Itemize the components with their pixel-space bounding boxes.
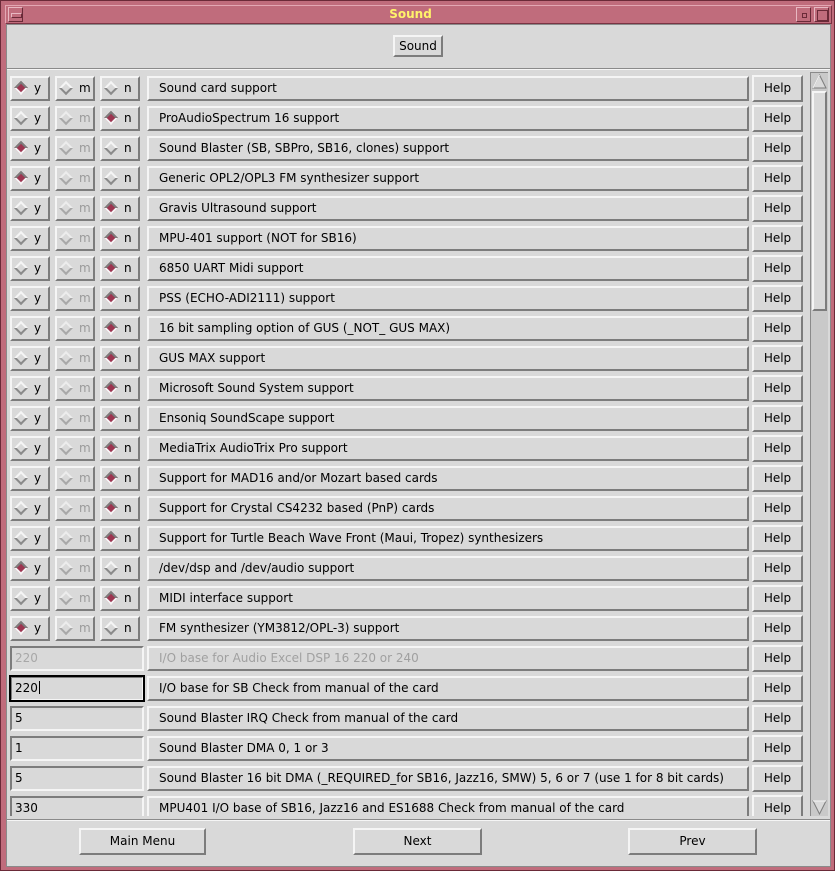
radio-diamond-icon — [59, 81, 73, 95]
option-label: MIDI interface support — [147, 586, 749, 611]
radio-label: m — [79, 201, 91, 215]
radio-label: y — [34, 591, 42, 605]
radio-n[interactable] — [100, 256, 140, 281]
radio-y[interactable] — [10, 526, 50, 551]
radio-m[interactable] — [55, 106, 95, 131]
radio-label: m — [79, 381, 91, 395]
radio-diamond-icon — [59, 471, 73, 485]
radio-y[interactable] — [10, 496, 50, 521]
option-label: Generic OPL2/OPL3 FM synthesizer support — [147, 166, 749, 191]
radio-y[interactable] — [10, 586, 50, 611]
radio-label: y — [34, 351, 42, 365]
radio-label: y — [34, 291, 42, 305]
radio-diamond-icon — [14, 231, 28, 245]
value-input[interactable] — [10, 796, 144, 816]
radio-diamond-icon — [14, 561, 28, 575]
radio-diamond-icon — [104, 591, 118, 605]
radio-y[interactable] — [10, 166, 50, 191]
option-label: Support for Turtle Beach Wave Front (Maui, Tropez) synthesizers — [147, 526, 749, 551]
radio-m[interactable] — [55, 466, 95, 491]
radio-diamond-icon — [104, 291, 118, 305]
tristate-option-row — [9, 284, 809, 314]
option-label: Sound Blaster IRQ Check from manual of the card — [147, 706, 749, 731]
radio-diamond-icon — [14, 111, 28, 125]
radio-y[interactable] — [10, 406, 50, 431]
radio-diamond-icon — [59, 621, 73, 635]
help-button[interactable]: Help — [752, 435, 803, 462]
option-label: MPU-401 support (NOT for SB16) — [147, 226, 749, 251]
radio-diamond-icon — [104, 261, 118, 275]
radio-label: m — [79, 261, 91, 275]
radio-n[interactable] — [100, 376, 140, 401]
radio-y[interactable] — [10, 196, 50, 221]
window-client — [6, 24, 831, 867]
help-button[interactable]: Help — [752, 255, 803, 282]
radio-diamond-icon — [14, 321, 28, 335]
help-button[interactable]: Help — [752, 735, 803, 762]
radio-label: n — [124, 561, 132, 575]
radio-diamond-icon — [14, 381, 28, 395]
radio-y[interactable] — [10, 76, 50, 101]
radio-n[interactable] — [100, 346, 140, 371]
radio-diamond-icon — [59, 261, 73, 275]
radio-diamond-icon — [14, 81, 28, 95]
radio-diamond-icon — [59, 501, 73, 515]
radio-label: y — [34, 471, 42, 485]
radio-diamond-icon — [14, 351, 28, 365]
radio-m[interactable] — [55, 346, 95, 371]
radio-label: n — [124, 441, 132, 455]
radio-m[interactable] — [55, 136, 95, 161]
tristate-option-row — [9, 404, 809, 434]
help-button[interactable]: Help — [752, 75, 803, 102]
radio-label: m — [79, 561, 91, 575]
radio-diamond-icon — [14, 531, 28, 545]
radio-diamond-icon — [14, 201, 28, 215]
radio-m[interactable] — [55, 76, 95, 101]
radio-label: n — [124, 171, 132, 185]
option-label: PSS (ECHO-ADI2111) support — [147, 286, 749, 311]
radio-label: y — [34, 561, 42, 575]
radio-diamond-icon — [104, 321, 118, 335]
radio-label: n — [124, 81, 132, 95]
tristate-option-row — [9, 224, 809, 254]
radio-diamond-icon — [59, 321, 73, 335]
radio-diamond-icon — [59, 111, 73, 125]
options-list — [9, 72, 809, 816]
option-label: Sound Blaster DMA 0, 1 or 3 — [147, 736, 749, 761]
tristate-option-row — [9, 374, 809, 404]
radio-n[interactable] — [100, 316, 140, 341]
radio-label: y — [34, 321, 42, 335]
option-label: Sound Blaster 16 bit DMA (_REQUIRED_for SB16, Jazz16, SMW) 5, 6 or 7 (use 1 for 8 bit cards) — [147, 766, 749, 791]
radio-y[interactable] — [10, 616, 50, 641]
radio-y[interactable] — [10, 346, 50, 371]
radio-label: n — [124, 531, 132, 545]
radio-m[interactable] — [55, 376, 95, 401]
value-input[interactable] — [10, 736, 144, 761]
help-button[interactable]: Help — [752, 525, 803, 552]
radio-m[interactable] — [55, 616, 95, 641]
scroll-up-arrow-icon[interactable] — [812, 74, 827, 89]
radio-diamond-icon — [59, 291, 73, 305]
radio-diamond-icon — [59, 351, 73, 365]
radio-diamond-icon — [104, 441, 118, 455]
minimize-button[interactable] — [796, 7, 811, 22]
radio-diamond-icon — [59, 141, 73, 155]
radio-diamond-icon — [14, 621, 28, 635]
radio-diamond-icon — [104, 171, 118, 185]
radio-n[interactable] — [100, 286, 140, 311]
radio-n[interactable] — [100, 496, 140, 521]
tristate-option-row — [9, 134, 809, 164]
radio-y[interactable] — [10, 556, 50, 581]
radio-label: m — [79, 171, 91, 185]
window-menu-button[interactable] — [8, 7, 23, 22]
value-option-row — [9, 794, 809, 816]
value-text: 220 — [15, 651, 38, 665]
radio-label: m — [79, 591, 91, 605]
radio-label: n — [124, 111, 132, 125]
help-button[interactable]: Help — [752, 105, 803, 132]
radio-diamond-icon — [14, 291, 28, 305]
radio-y[interactable] — [10, 436, 50, 461]
help-button[interactable]: Help — [752, 315, 803, 342]
option-label: /dev/dsp and /dev/audio support — [147, 556, 749, 581]
option-label: Support for Crystal CS4232 based (PnP) cards — [147, 496, 749, 521]
radio-label: m — [79, 351, 91, 365]
help-button[interactable]: Help — [752, 345, 803, 372]
radio-diamond-icon — [59, 531, 73, 545]
radio-diamond-icon — [14, 501, 28, 515]
value-input[interactable] — [10, 646, 144, 671]
radio-label: m — [79, 411, 91, 425]
value-input[interactable] — [10, 766, 144, 791]
radio-label: y — [34, 381, 42, 395]
help-button[interactable]: Help — [752, 765, 803, 792]
radio-diamond-icon — [14, 141, 28, 155]
option-label: Sound card support — [147, 76, 749, 101]
radio-y[interactable] — [10, 316, 50, 341]
tristate-option-row — [9, 344, 809, 374]
value-text: 5 — [15, 771, 23, 785]
radio-diamond-icon — [59, 591, 73, 605]
radio-n[interactable] — [100, 436, 140, 461]
radio-label: y — [34, 141, 42, 155]
value-option-row — [9, 734, 809, 764]
help-button[interactable]: Help — [752, 165, 803, 192]
option-label: I/O base for SB Check from manual of the card — [147, 676, 749, 701]
radio-label: n — [124, 231, 132, 245]
radio-m[interactable] — [55, 496, 95, 521]
option-label: 6850 UART Midi support — [147, 256, 749, 281]
radio-label: y — [34, 81, 42, 95]
radio-diamond-icon — [59, 411, 73, 425]
radio-label: n — [124, 141, 132, 155]
tristate-option-row — [9, 524, 809, 554]
option-label: Gravis Ultrasound support — [147, 196, 749, 221]
help-button[interactable]: Help — [752, 405, 803, 432]
help-button[interactable]: Help — [752, 645, 803, 672]
radio-diamond-icon — [14, 171, 28, 185]
radio-m[interactable] — [55, 586, 95, 611]
radio-n[interactable] — [100, 196, 140, 221]
radio-label: m — [79, 81, 91, 95]
help-button[interactable]: Help — [752, 705, 803, 732]
tristate-option-row — [9, 314, 809, 344]
prev-button[interactable]: Prev — [628, 828, 757, 855]
radio-label: y — [34, 531, 42, 545]
radio-diamond-icon — [14, 471, 28, 485]
tristate-option-row — [9, 164, 809, 194]
value-text: 1 — [15, 741, 23, 755]
option-label: Support for MAD16 and/or Mozart based cards — [147, 466, 749, 491]
option-label: ProAudioSpectrum 16 support — [147, 106, 749, 131]
scroll-thumb[interactable] — [812, 91, 827, 311]
tristate-option-row — [9, 464, 809, 494]
value-input[interactable] — [10, 676, 144, 701]
radio-diamond-icon — [104, 111, 118, 125]
help-button[interactable]: Help — [752, 495, 803, 522]
next-button[interactable]: Next — [353, 828, 482, 855]
radio-y[interactable] — [10, 136, 50, 161]
radio-diamond-icon — [59, 441, 73, 455]
option-label: Microsoft Sound System support — [147, 376, 749, 401]
value-text: 330 — [15, 801, 38, 815]
radio-diamond-icon — [104, 501, 118, 515]
radio-label: n — [124, 201, 132, 215]
help-button[interactable]: Help — [752, 555, 803, 582]
vertical-scrollbar[interactable] — [810, 72, 828, 816]
radio-label: m — [79, 621, 91, 635]
option-label: 16 bit sampling option of GUS (_NOT_ GUS MAX) — [147, 316, 749, 341]
radio-n[interactable] — [100, 466, 140, 491]
radio-label: m — [79, 321, 91, 335]
radio-label: y — [34, 501, 42, 515]
radio-diamond-icon — [104, 561, 118, 575]
help-button[interactable]: Help — [752, 795, 803, 816]
radio-y[interactable] — [10, 226, 50, 251]
help-button[interactable]: Help — [752, 225, 803, 252]
radio-n[interactable] — [100, 76, 140, 101]
radio-diamond-icon — [104, 531, 118, 545]
radio-y[interactable] — [10, 106, 50, 131]
radio-label: n — [124, 381, 132, 395]
option-label: I/O base for Audio Excel DSP 16 220 or 240 — [147, 646, 749, 671]
radio-diamond-icon — [14, 411, 28, 425]
value-text: 220 — [15, 681, 38, 695]
option-label: Sound Blaster (SB, SBPro, SB16, clones) support — [147, 136, 749, 161]
tristate-option-row — [9, 584, 809, 614]
tristate-option-row — [9, 494, 809, 524]
radio-y[interactable] — [10, 466, 50, 491]
radio-n[interactable] — [100, 556, 140, 581]
radio-n[interactable] — [100, 586, 140, 611]
radio-label: y — [34, 261, 42, 275]
radio-n[interactable] — [100, 106, 140, 131]
radio-label: m — [79, 501, 91, 515]
radio-diamond-icon — [59, 171, 73, 185]
radio-label: n — [124, 501, 132, 515]
radio-label: n — [124, 621, 132, 635]
radio-diamond-icon — [14, 591, 28, 605]
help-button[interactable]: Help — [752, 135, 803, 162]
tristate-option-row — [9, 614, 809, 644]
radio-label: n — [124, 411, 132, 425]
help-button[interactable]: Help — [752, 585, 803, 612]
tristate-option-row — [9, 554, 809, 584]
radio-n[interactable] — [100, 136, 140, 161]
option-label: MediaTrix AudioTrix Pro support — [147, 436, 749, 461]
radio-label: m — [79, 141, 91, 155]
value-option-row — [9, 764, 809, 794]
radio-label: m — [79, 291, 91, 305]
radio-diamond-icon — [104, 201, 118, 215]
help-button[interactable]: Help — [752, 195, 803, 222]
help-button[interactable]: Help — [752, 465, 803, 492]
radio-diamond-icon — [59, 381, 73, 395]
tristate-option-row — [9, 434, 809, 464]
value-option-row — [9, 704, 809, 734]
radio-label: n — [124, 321, 132, 335]
radio-label: y — [34, 171, 42, 185]
radio-diamond-icon — [104, 231, 118, 245]
radio-diamond-icon — [104, 381, 118, 395]
radio-label: n — [124, 351, 132, 365]
radio-label: n — [124, 471, 132, 485]
radio-y[interactable] — [10, 256, 50, 281]
value-text: 5 — [15, 711, 23, 725]
radio-diamond-icon — [104, 411, 118, 425]
radio-diamond-icon — [14, 441, 28, 455]
radio-label: y — [34, 111, 42, 125]
radio-m[interactable] — [55, 406, 95, 431]
radio-m[interactable] — [55, 286, 95, 311]
help-button[interactable]: Help — [752, 375, 803, 402]
radio-diamond-icon — [59, 561, 73, 575]
title-bar[interactable] — [5, 5, 832, 24]
radio-m[interactable] — [55, 526, 95, 551]
radio-n[interactable] — [100, 526, 140, 551]
radio-label: y — [34, 621, 42, 635]
radio-y[interactable] — [10, 286, 50, 311]
option-label: MPU401 I/O base of SB16, Jazz16 and ES1688 Check from manual of the card — [147, 796, 749, 816]
radio-n[interactable] — [100, 166, 140, 191]
radio-n[interactable] — [100, 616, 140, 641]
option-label: GUS MAX support — [147, 346, 749, 371]
window-title: Sound — [389, 7, 432, 21]
radio-label: m — [79, 111, 91, 125]
option-label: Ensoniq SoundScape support — [147, 406, 749, 431]
section-sound-button[interactable]: Sound — [393, 35, 443, 57]
tristate-option-row — [9, 74, 809, 104]
radio-label: y — [34, 201, 42, 215]
header-divider — [7, 68, 830, 70]
main-menu-button[interactable]: Main Menu — [79, 828, 206, 855]
radio-label: y — [34, 231, 42, 245]
value-option-row — [9, 644, 809, 674]
radio-label: y — [34, 441, 42, 455]
radio-label: m — [79, 471, 91, 485]
radio-diamond-icon — [104, 351, 118, 365]
radio-m[interactable] — [55, 256, 95, 281]
footer-divider — [7, 819, 830, 821]
radio-diamond-icon — [104, 81, 118, 95]
radio-n[interactable] — [100, 406, 140, 431]
radio-diamond-icon — [14, 261, 28, 275]
radio-label: y — [34, 411, 42, 425]
radio-diamond-icon — [104, 471, 118, 485]
radio-m[interactable] — [55, 316, 95, 341]
radio-diamond-icon — [59, 231, 73, 245]
help-button[interactable]: Help — [752, 675, 803, 702]
radio-m[interactable] — [55, 166, 95, 191]
text-caret — [39, 681, 40, 694]
help-button[interactable]: Help — [752, 285, 803, 312]
radio-label: m — [79, 441, 91, 455]
tristate-option-row — [9, 254, 809, 284]
tristate-option-row — [9, 194, 809, 224]
radio-m[interactable] — [55, 556, 95, 581]
value-option-row — [9, 674, 809, 704]
radio-label: n — [124, 291, 132, 305]
help-button[interactable]: Help — [752, 615, 803, 642]
radio-diamond-icon — [104, 621, 118, 635]
radio-y[interactable] — [10, 376, 50, 401]
radio-label: n — [124, 591, 132, 605]
radio-diamond-icon — [104, 141, 118, 155]
value-input[interactable] — [10, 706, 144, 731]
radio-n[interactable] — [100, 226, 140, 251]
radio-label: n — [124, 261, 132, 275]
option-label: FM synthesizer (YM3812/OPL-3) support — [147, 616, 749, 641]
radio-m[interactable] — [55, 226, 95, 251]
radio-label: m — [79, 231, 91, 245]
radio-label: m — [79, 531, 91, 545]
scroll-down-arrow-icon[interactable] — [812, 800, 827, 815]
radio-diamond-icon — [59, 201, 73, 215]
radio-m[interactable] — [55, 436, 95, 461]
radio-m[interactable] — [55, 196, 95, 221]
maximize-button[interactable] — [814, 7, 829, 22]
tristate-option-row — [9, 104, 809, 134]
